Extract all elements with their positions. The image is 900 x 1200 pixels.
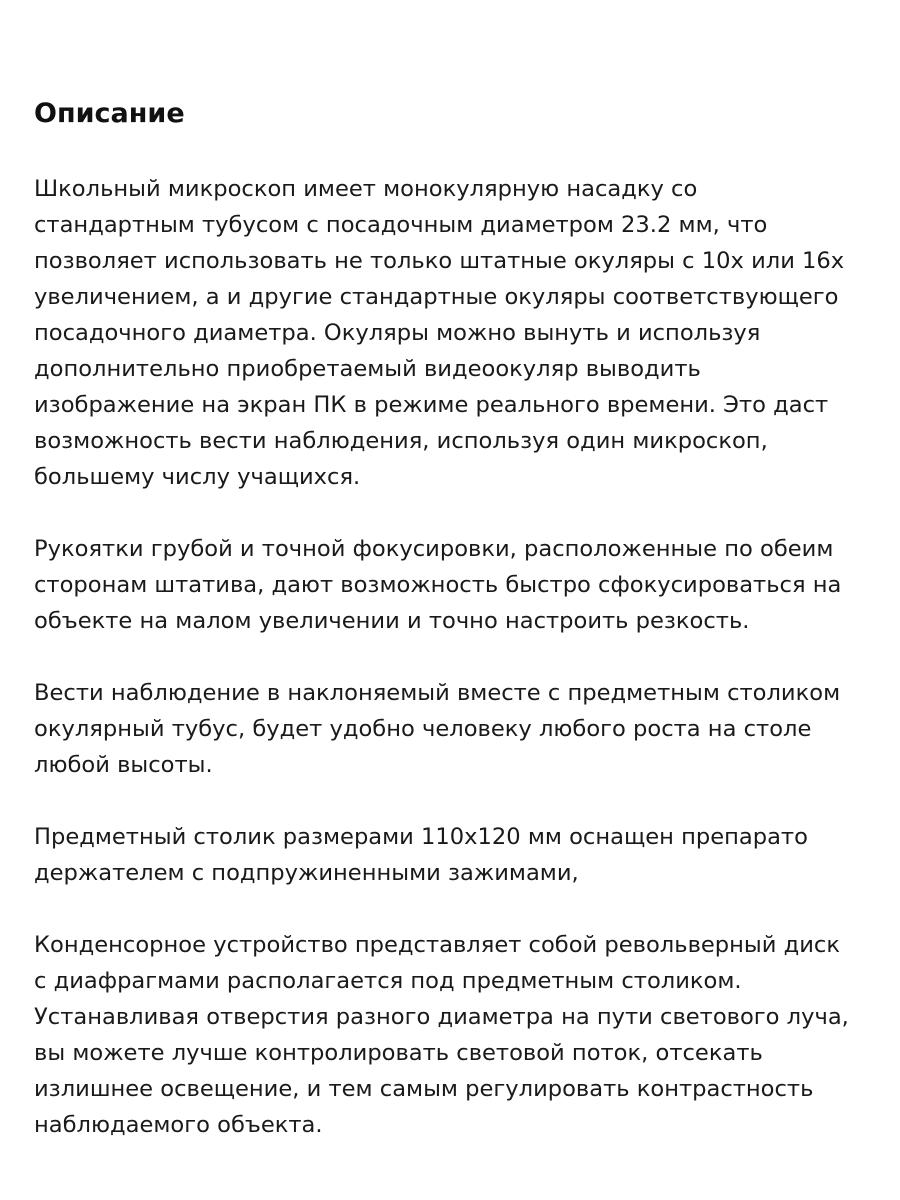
paragraph-line: Предметный столик размерами 110х120 мм оснащен препарато bbox=[34, 824, 808, 850]
paragraph-line: держателем с подпружиненными зажимами, bbox=[34, 860, 579, 886]
paragraph-line: наблюдаемого объекта. bbox=[34, 1112, 323, 1138]
paragraph-tube bbox=[34, 675, 840, 783]
page-title: Описание bbox=[34, 98, 185, 129]
paragraph-eyepiece bbox=[34, 171, 844, 495]
paragraph-line: излишнее освещение, и тем самым регулировать контрастность bbox=[34, 1076, 814, 1102]
paragraph-line: Школьный микроскоп имеет монокулярную насадку со bbox=[34, 176, 698, 202]
paragraph-stage bbox=[34, 819, 808, 891]
paragraph-line: позволяет использовать не только штатные окуляры с 10х или 16х bbox=[34, 248, 845, 274]
paragraph-line: Рукоятки грубой и точной фокусировки, расположенные по обеим bbox=[34, 536, 834, 562]
paragraph-line: большему числу учащихся. bbox=[34, 464, 361, 490]
paragraph-line: любой высоты. bbox=[34, 752, 213, 778]
paragraph-line: окулярный тубус, будет удобно человеку любого роста на столе bbox=[34, 716, 812, 742]
paragraph-line: возможность вести наблюдения, используя один микроскоп, bbox=[34, 428, 768, 454]
paragraph-line: увеличением, а и другие стандартные окуляры соответствующего bbox=[34, 284, 839, 310]
paragraph-line: сторонам штатива, дают возможность быстро сфокусироваться на bbox=[34, 572, 842, 598]
paragraph-line: посадочного диаметра. Окуляры можно вынуть и используя bbox=[34, 320, 761, 346]
paragraph-line: вы можете лучше контролировать световой поток, отсекать bbox=[34, 1040, 763, 1066]
paragraph-line: стандартным тубусом с посадочным диаметром 23.2 мм, что bbox=[34, 212, 768, 238]
paragraph-line: дополнительно приобретаемый видеоокуляр выводить bbox=[34, 356, 701, 382]
paragraph-line: Вести наблюдение в наклоняемый вместе с предметным столиком bbox=[34, 680, 841, 706]
paragraph-line: Конденсорное устройство представляет собой револьверный диск bbox=[34, 932, 840, 958]
paragraph-line: с диафрагмами располагается под предметным столиком. bbox=[34, 968, 742, 994]
paragraph-line: объекте на малом увеличении и точно настроить резкость. bbox=[34, 608, 750, 634]
paragraph-line: Устанавливая отверстия разного диаметра на пути светового луча, bbox=[34, 1004, 849, 1030]
paragraph-line: изображение на экран ПК в режиме реального времени. Это даст bbox=[34, 392, 829, 418]
paragraph-focusing bbox=[34, 531, 841, 639]
paragraph-condenser bbox=[34, 927, 849, 1143]
